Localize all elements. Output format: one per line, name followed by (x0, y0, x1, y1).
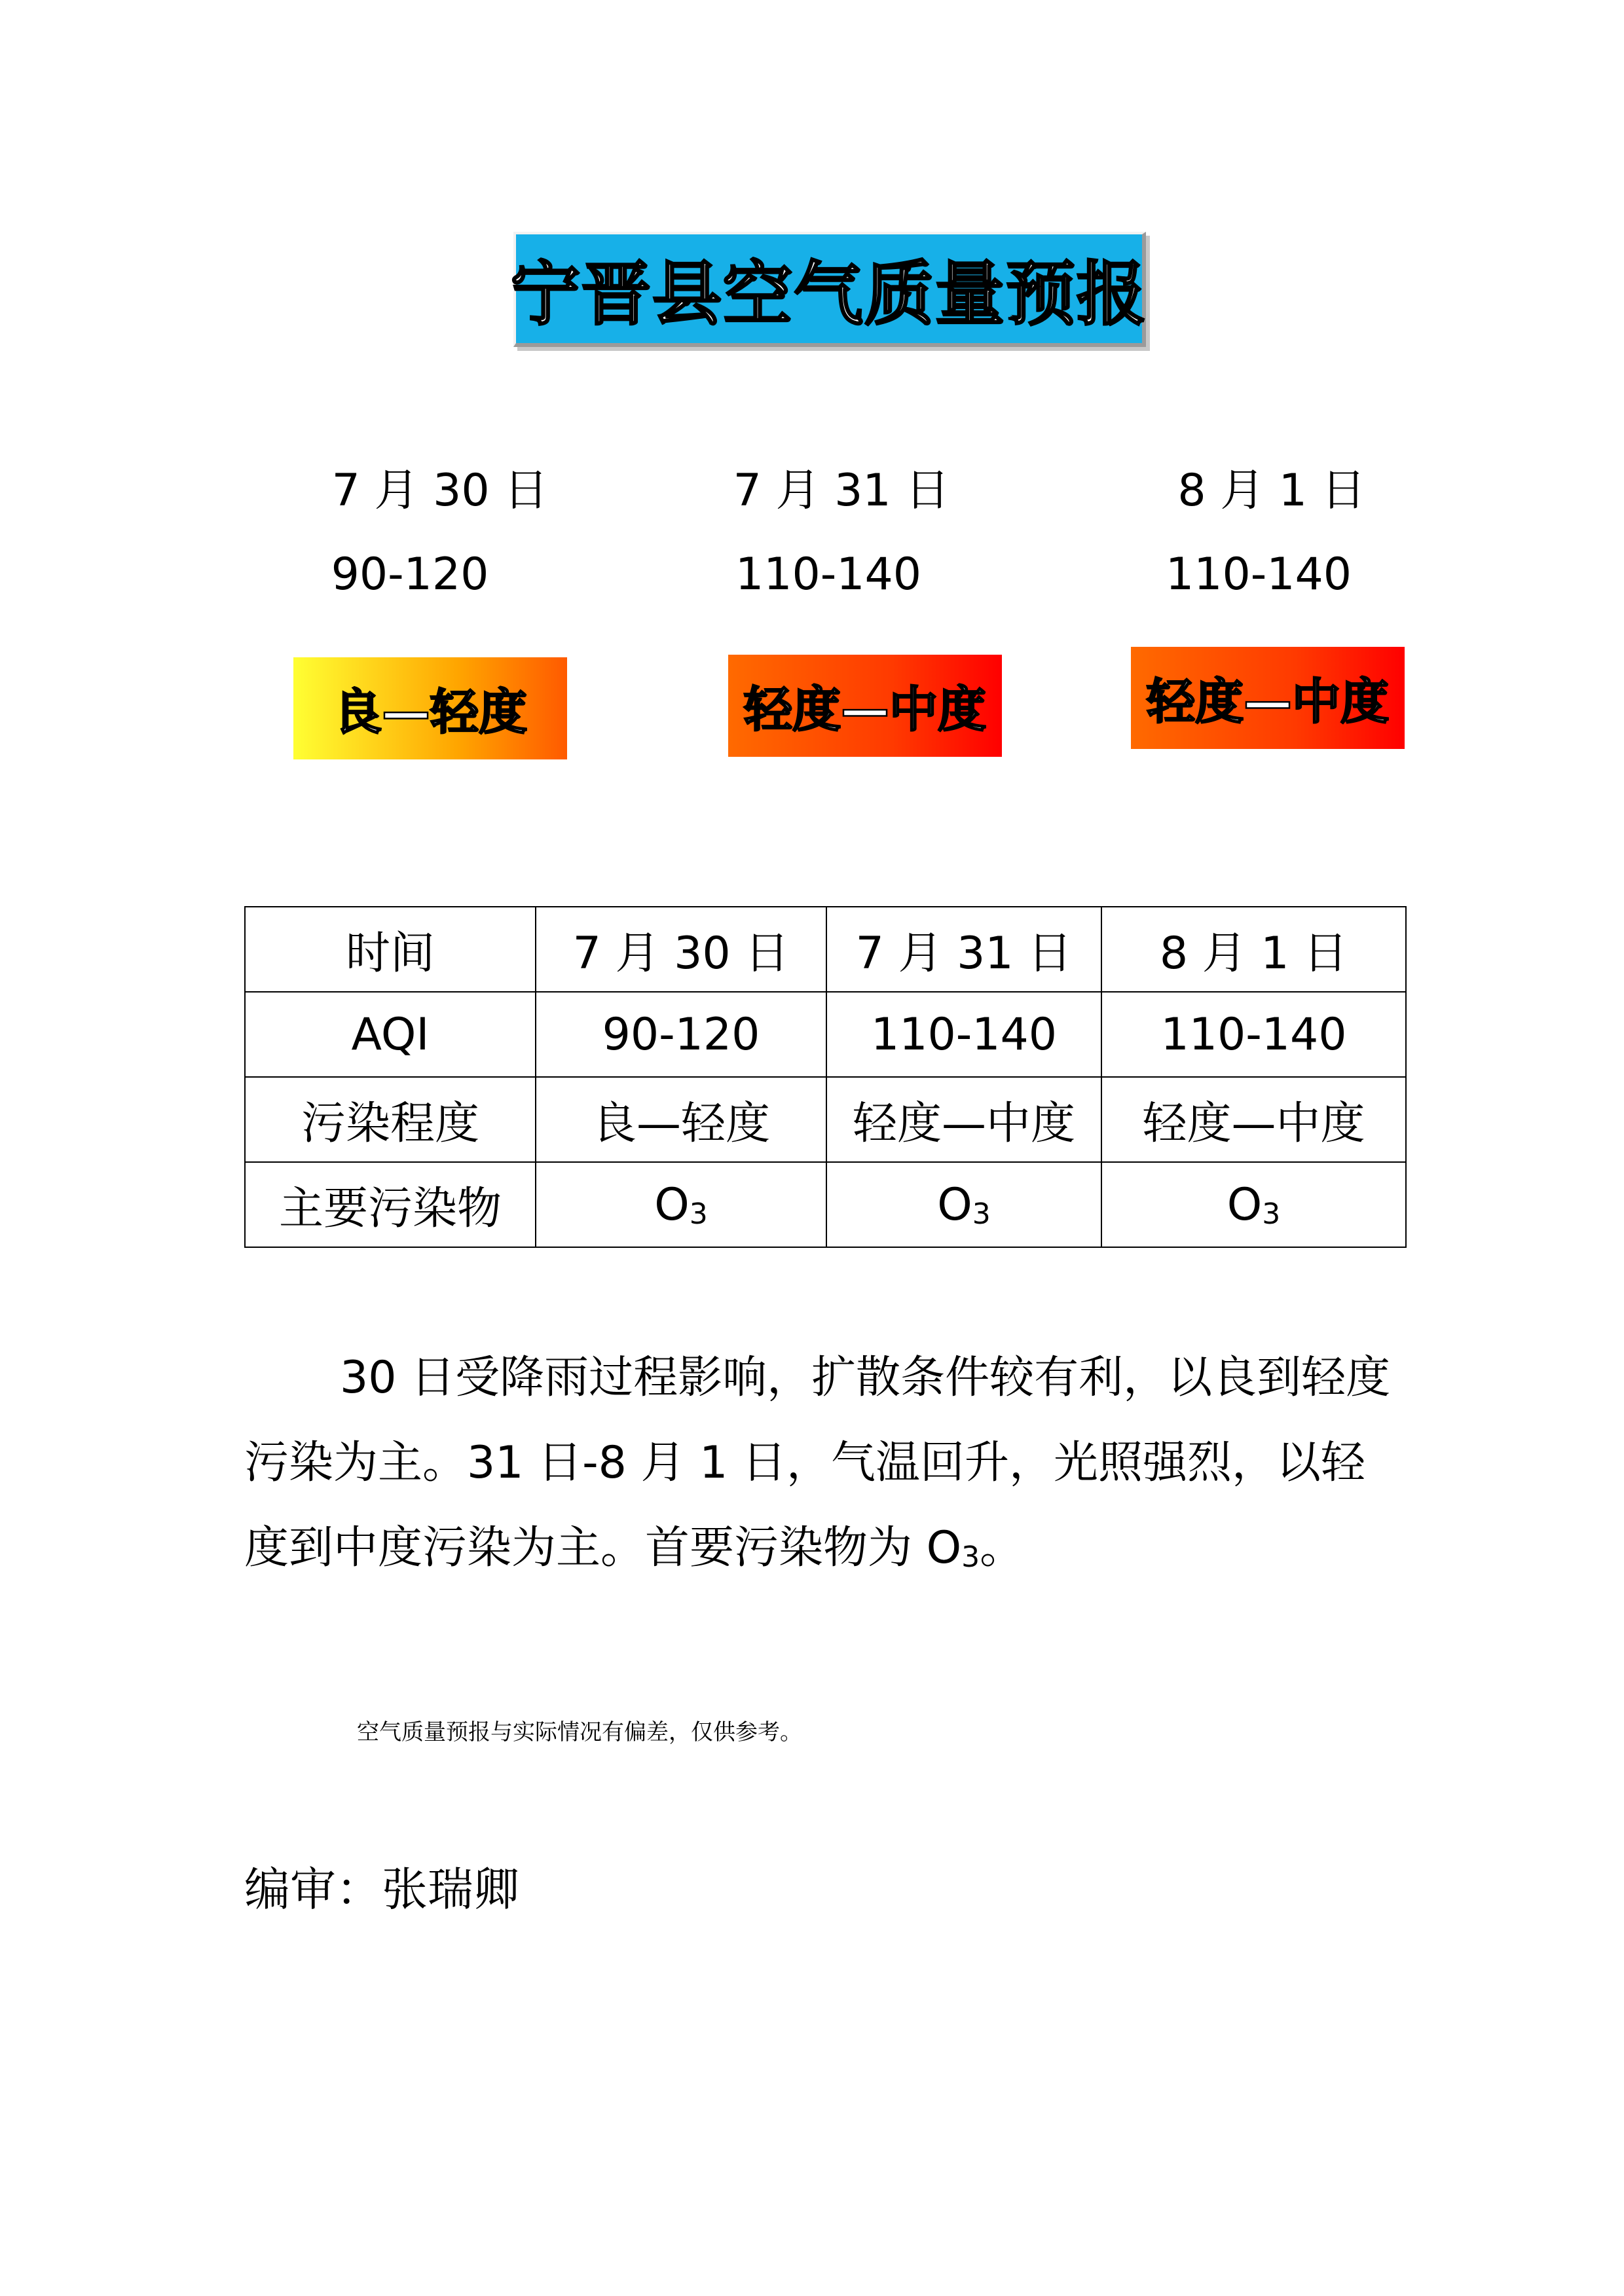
table-header-row (245, 907, 1406, 992)
forecast-table (244, 906, 1407, 1248)
forecast-aqi-1: 90-120 (331, 549, 489, 600)
forecast-date-1: 7 月 30 日 (331, 465, 549, 517)
description-end: 。 (980, 1522, 1025, 1574)
editor-signature: 编审：张瑞卿 (244, 1863, 519, 1916)
pollutant-subscript: 3 (1262, 1197, 1281, 1231)
table-cell: 轻度—中度 (826, 1077, 1101, 1162)
table-row (245, 992, 1406, 1077)
pollutant-subscript: 3 (689, 1197, 708, 1231)
table-cell: 良—轻度 (536, 1077, 826, 1162)
table-cell: 90-120 (536, 992, 826, 1077)
level-badge-label: 轻度—中度 (744, 682, 986, 738)
table-cell (826, 1162, 1101, 1247)
forecast-date-3: 8 月 1 日 (1177, 465, 1366, 517)
table-row (245, 1077, 1406, 1162)
title-banner (513, 232, 1146, 347)
level-badge-2 (728, 655, 1002, 757)
level-badge-1 (293, 657, 567, 759)
forecast-aqi-3: 110-140 (1165, 549, 1352, 600)
forecast-date-2: 7 月 31 日 (733, 465, 950, 517)
row-label: AQI (245, 992, 536, 1077)
table-header-cell: 时间 (245, 907, 536, 992)
forecast-aqi-2: 110-140 (735, 549, 922, 600)
row-label: 污染程度 (245, 1077, 536, 1162)
table-header-cell: 7 月 31 日 (826, 907, 1101, 992)
table-cell (1101, 1162, 1406, 1247)
level-badge-3 (1131, 647, 1405, 749)
pollutant-symbol: O (654, 1178, 690, 1231)
table-row (245, 1162, 1406, 1247)
disclaimer-note: 空气质量预报与实际情况有偏差，仅供参考。 (357, 1719, 802, 1745)
table-cell: 110-140 (826, 992, 1101, 1077)
table-cell: 110-140 (1101, 992, 1406, 1077)
pollutant-symbol: O (1227, 1178, 1263, 1231)
table-cell (536, 1162, 826, 1247)
level-badge-label: 良—轻度 (333, 684, 527, 740)
table-header-cell: 8 月 1 日 (1101, 907, 1406, 992)
table-header-cell: 7 月 30 日 (536, 907, 826, 992)
page-title: 宁晋县空气质量预报 (511, 254, 1147, 335)
level-badge-label: 轻度—中度 (1147, 674, 1389, 730)
row-label: 主要污染物 (245, 1162, 536, 1247)
forecast-description (244, 1336, 1397, 1600)
pollutant-subscript: 3 (972, 1197, 991, 1231)
description-text: 30 日受降雨过程影响，扩散条件较有利，以良到轻度污染为主。31 日-8 月 1 日，气温回升，光照强烈，以轻度到中度污染为主。首要污染物为 O (244, 1352, 1391, 1574)
table-cell: 轻度—中度 (1101, 1077, 1406, 1162)
pollutant-symbol: O (937, 1178, 972, 1231)
description-subscript: 3 (961, 1540, 980, 1574)
